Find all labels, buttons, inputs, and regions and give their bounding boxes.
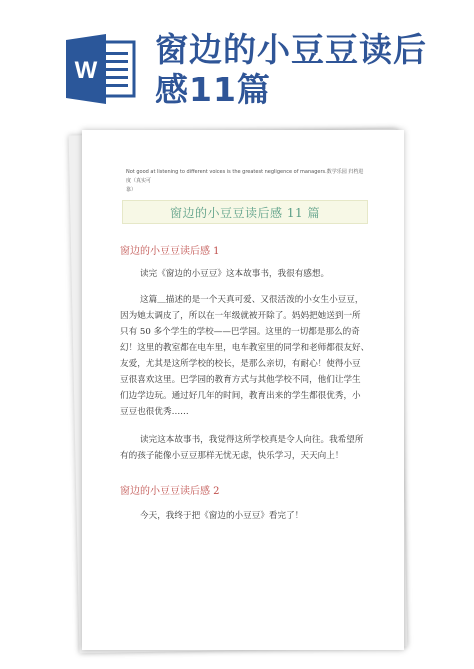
document-page [82,130,404,650]
header-note-line: 靠） [126,187,137,193]
document-title: 窗边的小豆豆读后感 11 篇 [170,205,320,220]
paragraph-line: 有的孩子能像小豆豆那样无忧无虑，快乐学习，天天向上！ [120,451,344,461]
paragraph-line: 们边学边玩。通过好几年的时间，教育出来的学生都很优秀，小 [120,391,361,401]
paragraph-line: 豆很喜欢这里。巴学园的教育方式与其他学校不同，他们让学生 [120,375,361,385]
paragraph-line: 只有 50 多个学生的学校——巴学园。这里的一切都是那么的奇 [120,327,360,337]
paragraph-3 [120,432,368,464]
paragraph-line: 因为她太调皮了，所以在一年级就被开除了。妈妈把她送到一所 [120,311,361,321]
paragraph-line: 幻！这里的教室都在电车里，电车教室里的同学和老师都很友好、 [120,343,370,353]
page-title: 窗边的小豆豆读后感11篇 [155,30,427,109]
header-note [126,168,366,195]
paragraph-line: 读完这本故事书，我觉得这所学校真是令人向往。我希望所 [140,435,364,445]
paragraph-4 [120,508,368,524]
section-heading-2: 窗边的小豆豆读后感 2 [120,486,220,497]
document-title-box [122,200,368,224]
paragraph-1 [120,266,368,282]
paragraph-line: 友爱，尤其是这所学校的校长，是那么亲切，有耐心！使得小豆 [120,359,361,369]
paragraph-line: 今天，我终于把《窗边的小豆豆》看完了！ [140,511,304,521]
svg-text:W: W [74,57,98,84]
paragraph-line: 读完《窗边的小豆豆》这本故事书，我很有感想。 [140,269,330,279]
section-heading-1: 窗边的小豆豆读后感 1 [120,246,220,257]
paragraph-line: 豆豆也很优秀…… [120,407,189,417]
word-document-icon [64,32,138,106]
paragraph-2 [120,292,368,420]
paragraph-line: 这篇＿描述的是一个天真可爱、又很活泼的小女生小豆豆， [140,295,364,305]
header-note-line: Not good at listening to different voices is the greatest negligence of managers.数学乐园 归档进度（真实可 [126,169,364,184]
